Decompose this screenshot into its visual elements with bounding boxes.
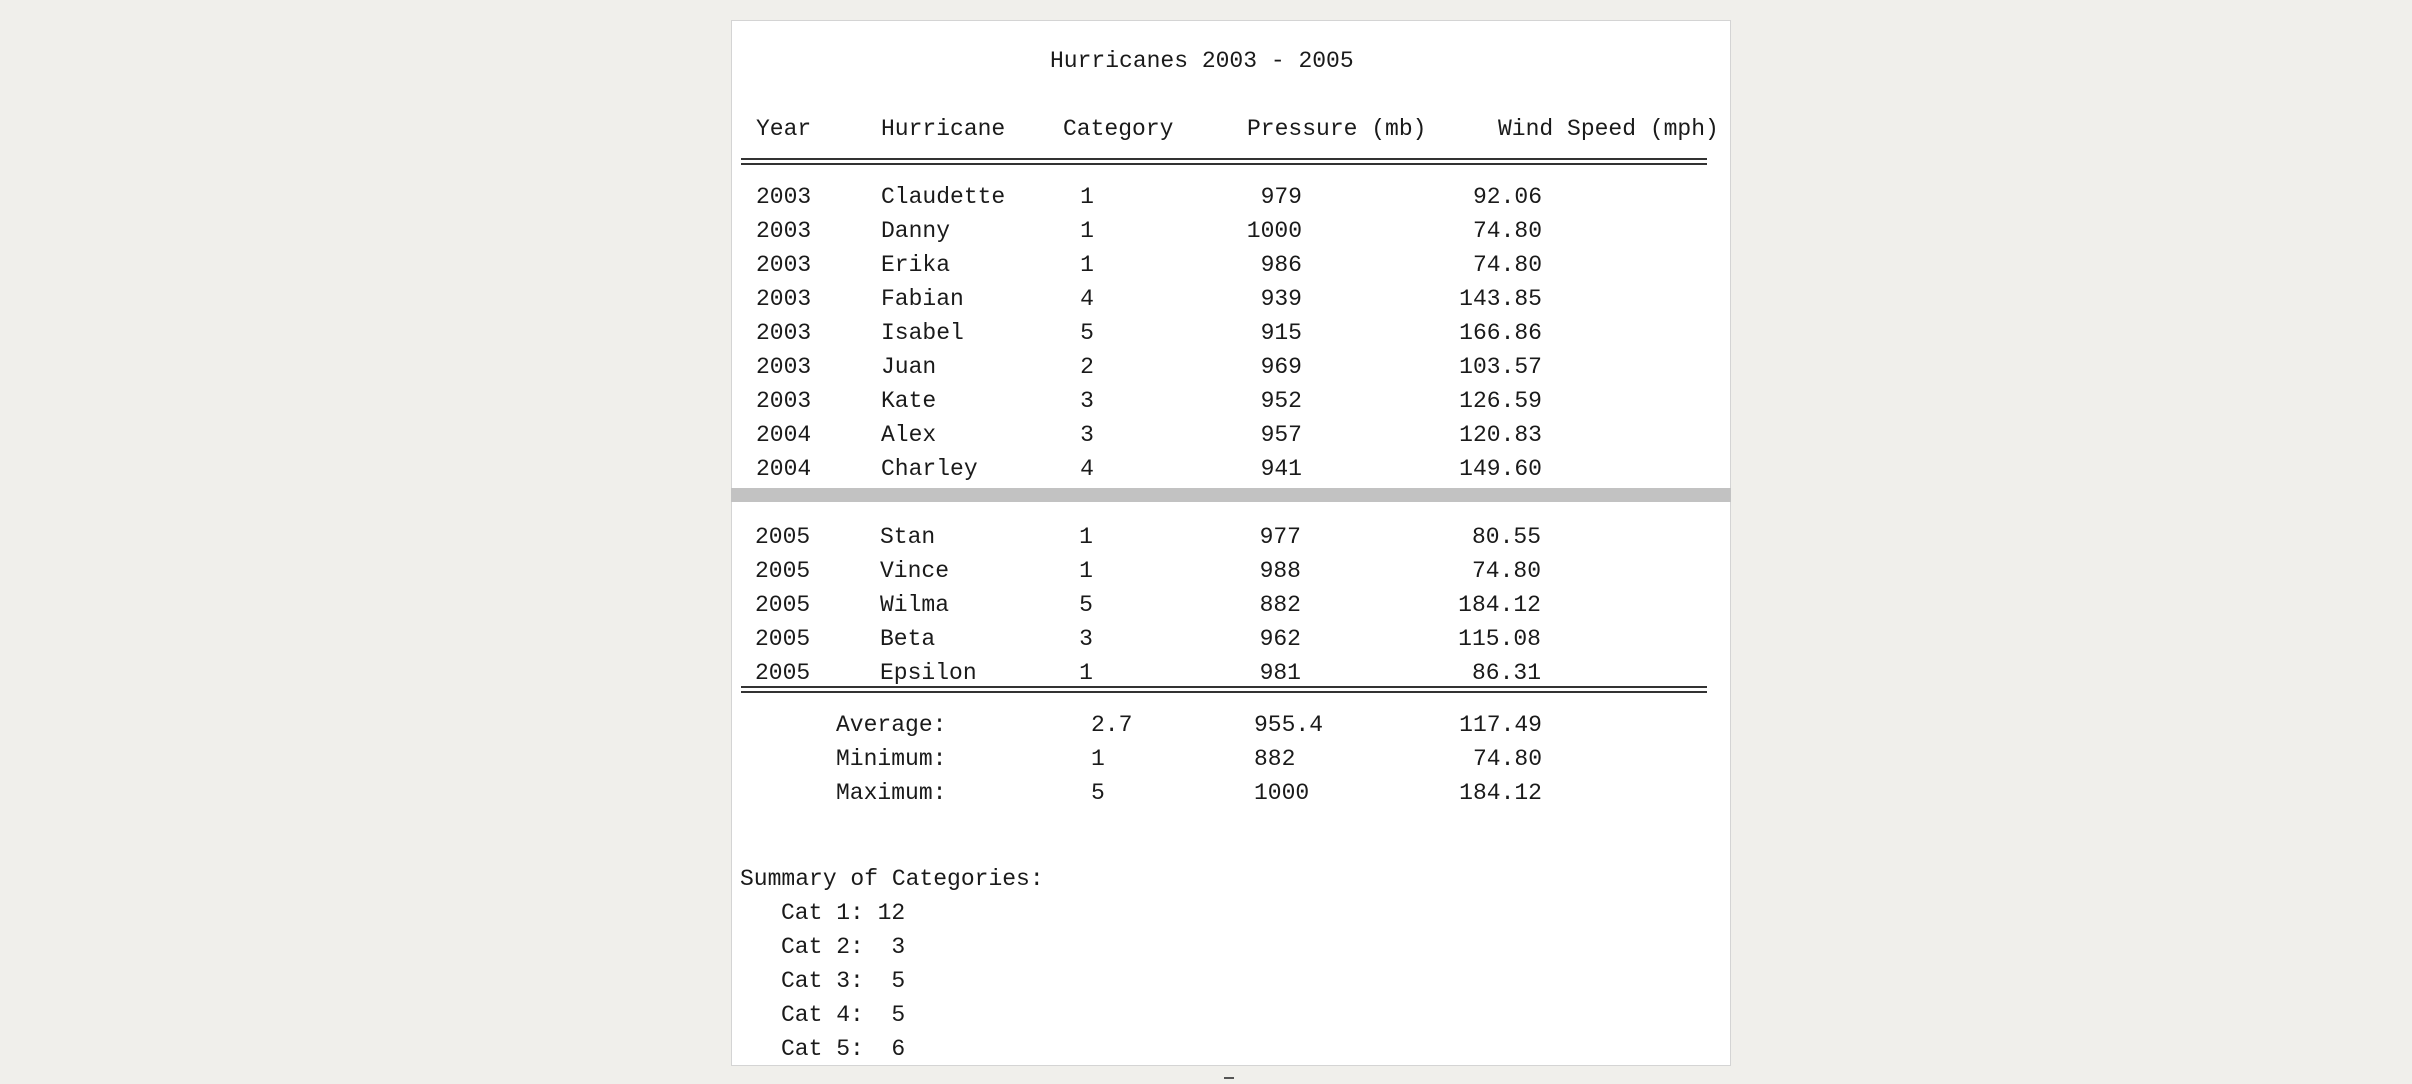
row-wind-speed: 92.06 [1472,184,1542,210]
row-wind-speed: 115.08 [1458,626,1541,652]
row-hurricane-name: Alex [881,422,937,448]
row-year: 2003 [756,286,812,312]
double-rule-top [741,158,1707,160]
row-category: 1 [1079,660,1093,686]
row-pressure: 977 [1259,524,1301,550]
row-pressure: 981 [1259,660,1301,686]
stat-label: Maximum: [836,780,947,806]
row-hurricane-name: Epsilon [880,660,977,686]
header-category: Category [1063,116,1174,142]
summary-title: Summary of Categories: [740,866,1044,892]
summary-item: Cat 2: 3 [781,934,906,960]
row-pressure: 915 [1260,320,1302,346]
stat-pressure: 955.4 [1254,712,1324,738]
row-wind-speed: 74.80 [1472,218,1542,244]
stat-category: 2.7 [1091,712,1133,738]
row-wind-speed: 74.80 [1472,252,1542,278]
row-wind-speed: 103.57 [1459,354,1542,380]
stat-wind-speed: 184.12 [1459,780,1542,806]
row-wind-speed: 143.85 [1459,286,1542,312]
row-year: 2003 [756,354,812,380]
row-pressure: 986 [1260,252,1302,278]
summary-item: Cat 4: 5 [781,1002,906,1028]
row-hurricane-name: Danny [881,218,951,244]
row-year: 2003 [756,388,812,414]
row-wind-speed: 86.31 [1471,660,1541,686]
row-hurricane-name: Beta [880,626,936,652]
row-pressure: 957 [1260,422,1302,448]
row-year: 2003 [756,184,812,210]
row-category: 3 [1080,388,1094,414]
row-pressure: 882 [1259,592,1301,618]
frame-separator [731,488,1731,502]
row-pressure: 941 [1260,456,1302,482]
row-pressure: 939 [1260,286,1302,312]
stat-wind-speed: 74.80 [1472,746,1542,772]
row-year: 2005 [755,626,811,652]
row-hurricane-name: Claudette [881,184,1006,210]
stat-category: 5 [1091,780,1105,806]
row-hurricane-name: Juan [881,354,937,380]
output-panel [731,20,1731,1066]
row-year: 2005 [755,660,811,686]
summary-item: Cat 1: 12 [781,900,906,926]
header-pressure: Pressure (mb) [1247,116,1427,142]
row-pressure: 979 [1260,184,1302,210]
row-hurricane-name: Charley [881,456,978,482]
row-wind-speed: 80.55 [1471,524,1541,550]
row-year: 2004 [756,422,812,448]
row-category: 4 [1080,286,1094,312]
stat-label: Average: [836,712,947,738]
row-category: 5 [1079,592,1093,618]
row-category: 1 [1080,252,1094,278]
header-wind-speed: Wind Speed (mph) [1498,116,1719,142]
double-rule-bottom [741,686,1707,688]
row-category: 4 [1080,456,1094,482]
row-category: 3 [1080,422,1094,448]
row-hurricane-name: Fabian [881,286,964,312]
row-pressure: 988 [1259,558,1301,584]
row-pressure: 952 [1260,388,1302,414]
report-title: Hurricanes 2003 - 2005 [1050,48,1354,74]
row-hurricane-name: Isabel [881,320,964,346]
row-category: 1 [1080,218,1094,244]
stat-wind-speed: 117.49 [1459,712,1542,738]
row-hurricane-name: Erika [881,252,951,278]
row-year: 2005 [755,592,811,618]
stat-pressure: 1000 [1254,780,1310,806]
row-wind-speed: 74.80 [1471,558,1541,584]
row-hurricane-name: Stan [880,524,936,550]
row-year: 2003 [756,218,812,244]
row-wind-speed: 149.60 [1459,456,1542,482]
row-wind-speed: 166.86 [1459,320,1542,346]
row-category: 3 [1079,626,1093,652]
row-wind-speed: 184.12 [1458,592,1541,618]
row-category: 2 [1080,354,1094,380]
row-pressure: 1000 [1246,218,1302,244]
row-category: 1 [1079,524,1093,550]
summary-item: Cat 3: 5 [781,968,906,994]
row-year: 2003 [756,252,812,278]
row-hurricane-name: Vince [880,558,950,584]
row-category: 5 [1080,320,1094,346]
row-year: 2004 [756,456,812,482]
row-year: 2005 [755,558,811,584]
row-category: 1 [1080,184,1094,210]
stat-category: 1 [1091,746,1105,772]
stat-label: Minimum: [836,746,947,772]
row-category: 1 [1079,558,1093,584]
row-year: 2005 [755,524,811,550]
row-hurricane-name: Wilma [880,592,950,618]
scroll-marker [1224,1077,1234,1079]
row-wind-speed: 126.59 [1459,388,1542,414]
row-pressure: 969 [1260,354,1302,380]
row-wind-speed: 120.83 [1459,422,1542,448]
stat-pressure: 882 [1254,746,1296,772]
header-year: Year [756,116,812,142]
row-year: 2003 [756,320,812,346]
summary-item: Cat 5: 6 [781,1036,906,1062]
row-pressure: 962 [1259,626,1301,652]
header-hurricane: Hurricane [881,116,1006,142]
row-hurricane-name: Kate [881,388,937,414]
